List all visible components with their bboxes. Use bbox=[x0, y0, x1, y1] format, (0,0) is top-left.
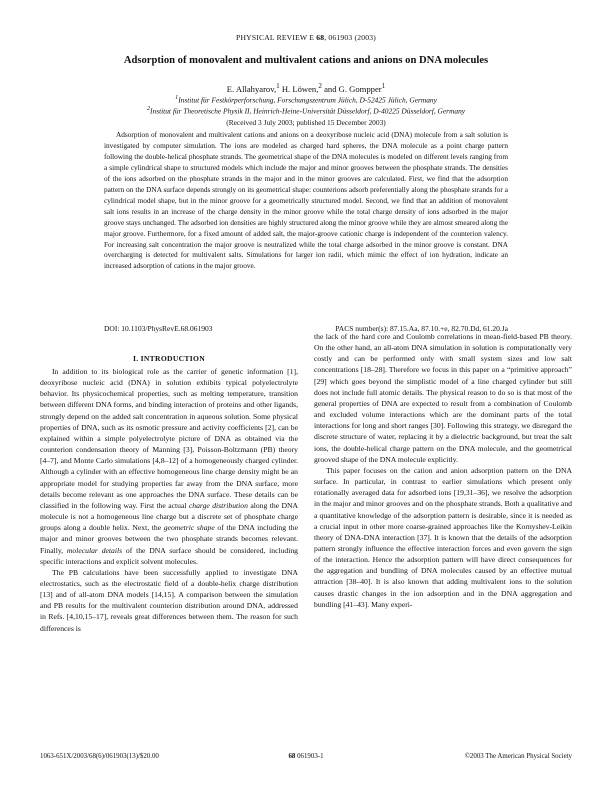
section-heading-introduction: I. INTRODUCTION bbox=[132, 354, 205, 363]
affiliation-2-text: Institut für Theoretische Physik II, Heinrich-Heine-Universität Düsseldorf, D-40225 Düsseldorf, Germany bbox=[150, 106, 466, 116]
author-2: H. Löwen, bbox=[279, 83, 319, 94]
intro-p1-text-a: In addition to its biological role as the carrier of genetic information [1], deoxyribose nucleic acid (DNA) in solution exhibits typical polyelectrolyte behavior. Its physicochemical properties, such as melting temperature, transition between different DNA forms, and binding interaction of proteins and other ligands, strongly depend on the added salt concentration in aqueous solution. Some physical properties of DNA, such as its osmotic pressure and activity coefficients [2], can be explained within a simple polyelectrolyte picture of DNA as obtained via the counterion condensation theory of Manning [3], Poisson-Boltzmann (PB) theory [4–7], and Monte Carlo simulations [4,8–12] of a homogeneously charged cylinder. Although a cylinder with an effective homogeneous line charge density might be an appropriate model for studying properties far away from the DNA surface, more details become relevant as one approaches the DNA surface. These details can be classified in the following way. First the actual bbox=[40, 367, 298, 510]
footer-volume: 68 bbox=[288, 753, 296, 760]
intro-p1-text-b: along the DNA molecule is not a homogeneous line charge but a discrete set of phosphate charge groups along a double helix. Next, the bbox=[40, 500, 299, 533]
abstract: Adsorption of monovalent and multivalent cations and anions on a deoxyribose nucleic acid (DNA) molecule from a salt solution is investigated by computer simulation. The ions are modeled as charged hard spheres, the DNA molecule as a point charge pattern following the double-helical phosphate strands. The geometrical shape of the DNA molecules is modeled on different levels ranging from a simple cylindrical shape to structured models which include the major and minor grooves between the phosphate strands. The densities of the ions adsorbed on the phosphate strands in the major and in the minor grooves are calculated. First, we find that the adsorption pattern on the DNA surface depends strongly on its geometrical shape: counterions adsorb preferentially along the phosphate strands for a cylindrical model shape, but in the minor groove for a geometrically structured model. Second, we find that an addition of monovalent salt ions results in an increase of the charge density in the minor groove while the total charge density of ions adsorbed in the major groove stays unchanged. The adsorbed ion densities are highly structured along the minor groove while they are almost smeared along the major groove. Furthermore, for a fixed amount of added salt, the major-groove cationic charge is independent of the counterion valency. For increasing salt concentration the major groove is neutralized while the total charge adsorbed in the minor groove is constant. DNA overcharging is detected for multivalent salts. Simulations for larger ion radii, which mimic the effect of ion hydration, indicate an increased adsorption of cations in the major groove. bbox=[104, 130, 508, 271]
author-2-affiliation: 2 bbox=[318, 82, 322, 90]
doi: DOI: 10.1103/PhysRevE.68.061903 bbox=[104, 324, 213, 333]
footer-page: 061903-1 bbox=[295, 753, 324, 760]
right-column bbox=[314, 331, 572, 610]
journal-name: PHYSICAL REVIEW E bbox=[236, 33, 315, 42]
intro-p1-emphasis-2: geometric shape bbox=[163, 523, 215, 533]
affiliation-1-mark: 1 bbox=[175, 95, 179, 101]
intro-paragraph-1 bbox=[40, 366, 298, 567]
affiliation-2 bbox=[0, 106, 612, 115]
author-3-affiliation: 1 bbox=[381, 82, 386, 90]
article-number: 061903 bbox=[328, 33, 353, 42]
paper-title: Adsorption of monovalent and multivalent cations and anions on DNA molecules bbox=[123, 55, 489, 66]
intro-p1-text-c: of the DNA including the major and minor grooves between the two phosphate strands becomes relevant. Finally, bbox=[40, 523, 298, 555]
left-column bbox=[40, 366, 298, 634]
intro-p1-emphasis-1: charge distribution bbox=[188, 500, 248, 510]
running-head: PHYSICAL REVIEW E 68, 061903 (2003) bbox=[236, 33, 376, 42]
journal-volume: 68 bbox=[316, 33, 325, 42]
received-dates: (Received 3 July 2003; published 15 December 2003) bbox=[226, 118, 386, 127]
affiliation-1 bbox=[0, 95, 612, 104]
intro-p1-emphasis-3: molecular details bbox=[66, 545, 123, 555]
affiliation-1-text: Institut für Festkörperforschung, Forschungszentrum Jülich, D-52425 Jülich, Germany bbox=[178, 95, 437, 105]
affiliation-2-mark: 2 bbox=[146, 106, 151, 112]
author-1-affiliation: 1 bbox=[276, 82, 280, 90]
footer-copyright: ©2003 The American Physical Society bbox=[464, 753, 572, 760]
journal-year: (2003) bbox=[354, 33, 376, 42]
intro-paragraph-1-continued: the lack of the hard core and Coulomb correlations in mean-field-based PB theory. On the other hand, an all-atom DNA simulation in solution is computationally very costly and can be performed only with small system sizes and low salt concentrations [18–28]. Therefore we focus in this paper on a “primitive approach” [29] which goes beyond the simplistic model of a line charged cylinder but still does not include full atomic details. The physical reason to do so is that most of the general properties of DNA are expected to result from a combination of Coulomb and excluded volume interactions which are the dominant parts of the total interactions for long and short ranges [30]. Following this strategy, we disregard the discrete structure of water, replacing it by a dielectric background, but treat the salt ions, the double-helical charge pattern on the DNA molecule, and the geometrical grooved shape of the DNA molecule explicitly. bbox=[314, 332, 572, 464]
author-1: E. Allahyarov, bbox=[226, 83, 277, 94]
pacs-numbers: PACS number(s): 87.15.Aa, 87.10.+e, 82.70.Dd, 61.20.Ja bbox=[335, 324, 508, 333]
intro-paragraph-3: This paper focuses on the cation and anion adsorption pattern on the DNA surface. In particular, in contrast to earlier simulations which present only rotationally averaged data for adsorbed ions [19,31–36], we resolve the adsorption in the major and minor grooves and on the phosphate strands. Both a qualitative and a quantitative knowledge of the adsorption pattern is desirable, since it is needed as a crucial input in other more coarse-grained approaches like the Kornyshev-Leikin theory of DNA-DNA interaction [37]. It is known that the details of the adsorption pattern strongly influence the effective interaction forces and even govern the sign of the interaction. Hence the adsorption pattern will have direct consequences for the aggregation and bundling of DNA molecules caused by an effective mutual attraction [38–40]. It is also known that adding multivalent ions to the solution causes drastic changes in the ion adsorption and in the DNA aggregation and bundling [41–43]. Many experi- bbox=[314, 465, 572, 609]
intro-paragraph-2: The PB calculations have been successfully applied to investigate DNA electrostatics, such as the electrostatic field of a double-helix charge distribution [13] and of all-atom DNA models [14,15]. A comparison between the simulation and PB results for the multivalent counterion distribution around DNA, addressed in Refs. [4,10,15–17], reveals great differences between them. The reason for such differences is bbox=[40, 567, 298, 633]
footer-issn: 1063-651X/2003/68(6)/061903(13)/$20.00 bbox=[40, 753, 159, 760]
intro-p1-text-d: of the DNA surface should be considered, including specific interactions and explicit solvent molecules. bbox=[40, 545, 299, 566]
author-list bbox=[0, 82, 612, 94]
author-3: and G. Gompper bbox=[321, 83, 382, 94]
